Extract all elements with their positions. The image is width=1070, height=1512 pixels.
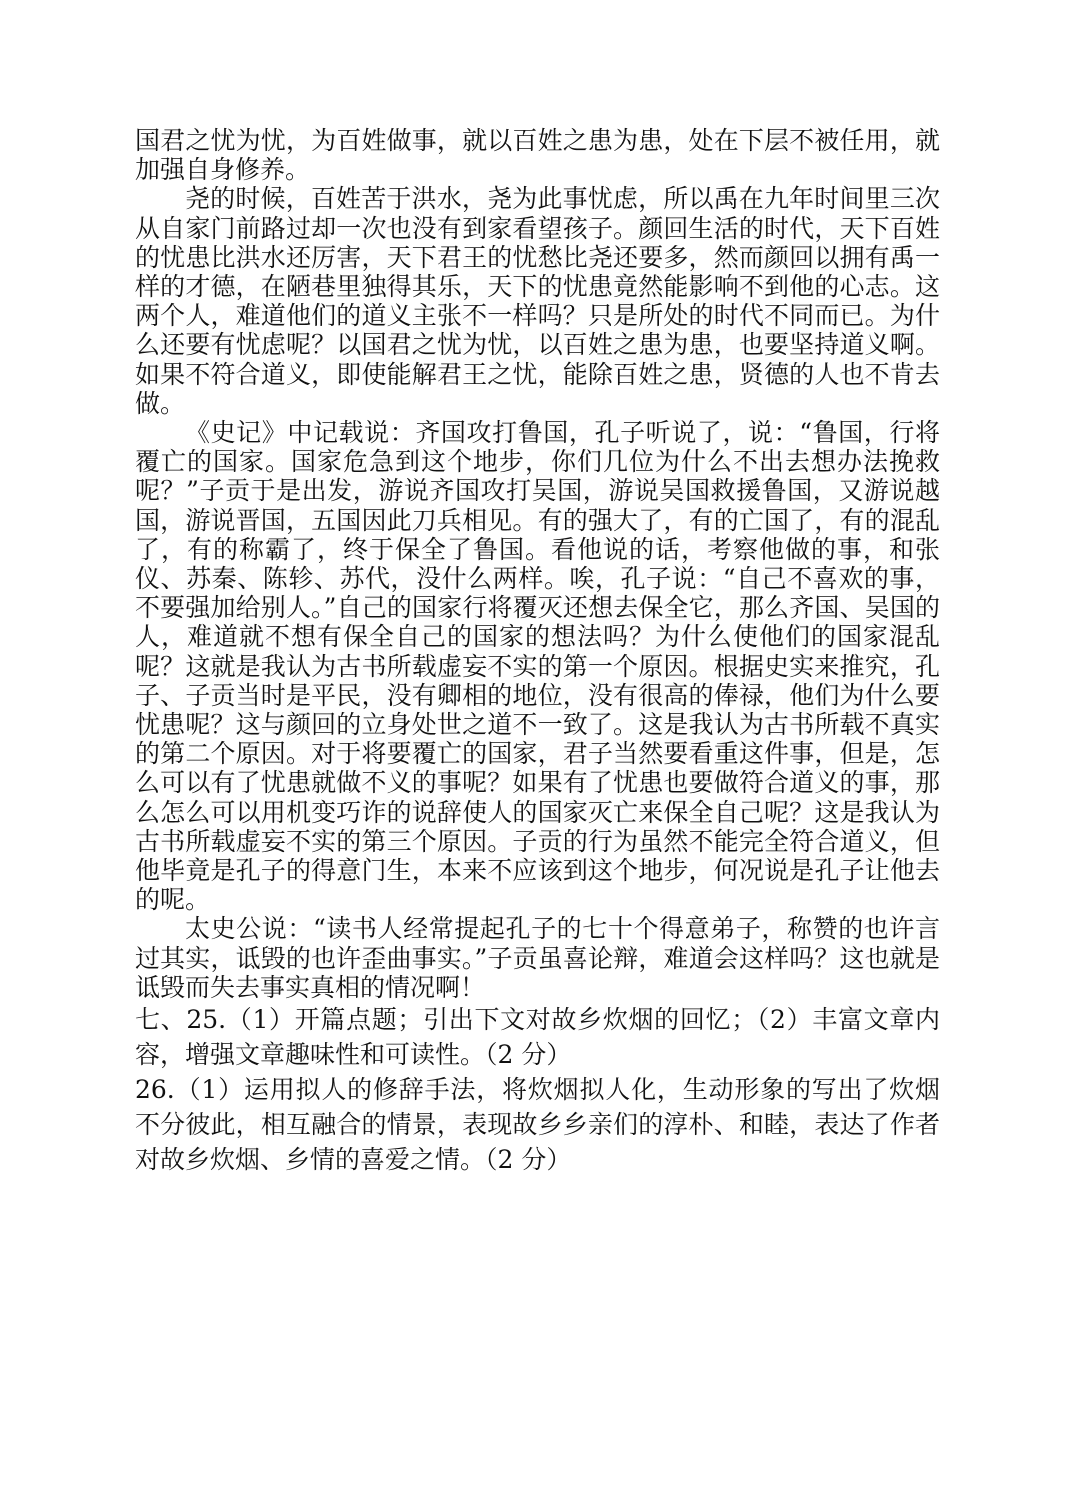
translation-paragraph-3: 《史记》中记载说：齐国攻打鲁国，孔子听说了，说：“鲁国，行将覆亡的国家。国家危急到这个地步，你们几位为什么不出去想办法挽救呢？”子贡于是出发，游说齐国攻打吴国，游说吴国救援鲁国，又游说越国，游说晋国，五国因此刀兵相见。有的强大了，有的亡国了，有的混乱了，有的称霸了，终于保全了鲁国。看他说的话，考察他做的事，和张仪、苏秦、陈轸、苏代，没什么两样。唉，孔子说：“自己不喜欢的事，不要强加给别人。”自己的国家行将覆灭还想去保全它，那么齐国、吴国的人，难道就不想有保全自己的国家的想法吗？为什么使他们的国家混乱呢？这就是我认为古书所载虚妄不实的第一个原因。根据史实来推究，孔子、子贡当时是平民，没有卿相的地位，没有很高的俸禄，他们为什么要忧患呢？这与颜回的立身处世之道不一致了。这是我认为古书所载不真实的第二个原因。对于将要覆亡的国家，君子当然要看重这件事，但是，怎么可以有了忧患就做不义的事呢？如果有了忧患也要做符合道义的事，那么怎么可以用机变巧诈的说辞使人的国家灭亡来保全自己呢？这是我认为古书所载虚妄不实的第三个原因。子贡的行为虽然不能完全符合道义，但他毕竟是孔子的得意门生，本来不应该到这个地步，何况说是孔子让他去的呢。 (135, 418, 940, 915)
translation-paragraph-4: 太史公说：“读书人经常提起孔子的七十个得意弟子，称赞的也许言过其实，诋毁的也许歪曲事实。”子贡虽喜论辩，难道会这样吗？这也就是诋毁而失去事实真相的情况啊！ (135, 914, 940, 1002)
translation-paragraph-2: 尧的时候，百姓苦于洪水，尧为此事忧虑，所以禹在九年时间里三次从自家门前路过却一次也没有到家看望孩子。颜回生活的时代，天下百姓的忧患比洪水还厉害，天下君王的忧愁比尧还要多，然而颜回以拥有禹一样的才德，在陋巷里独得其乐，天下的忧患竟然能影响不到他的心志。这两个人，难道他们的道义主张不一样吗？只是所处的时代不同而已。为什么还要有忧虑呢？以国君之忧为忧，以百姓之患为患，也要坚持道义啊。如果不符合道义，即使能解君王之忧，能除百姓之患，贤德的人也不肯去做。 (135, 184, 940, 418)
answer-26: 26.（1）运用拟人的修辞手法，将炊烟拟人化，生动形象的写出了炊烟不分彼此，相互融合的情景，表现故乡乡亲们的淳朴、和睦，表达了作者对故乡炊烟、乡情的喜爱之情。（2 分） (135, 1075, 940, 1175)
document-page (135, 126, 940, 1177)
answer-25: 七、25.（1）开篇点题；引出下文对故乡炊烟的回忆；（2）丰富文章内容，增强文章趣味性和可读性。（2 分） (135, 1005, 940, 1070)
answers-section (135, 1002, 940, 1177)
translation-section (135, 126, 940, 1002)
translation-paragraph-1: 国君之忧为忧，为百姓做事，就以百姓之患为患，处在下层不被任用，就加强自身修养。 (135, 126, 940, 185)
